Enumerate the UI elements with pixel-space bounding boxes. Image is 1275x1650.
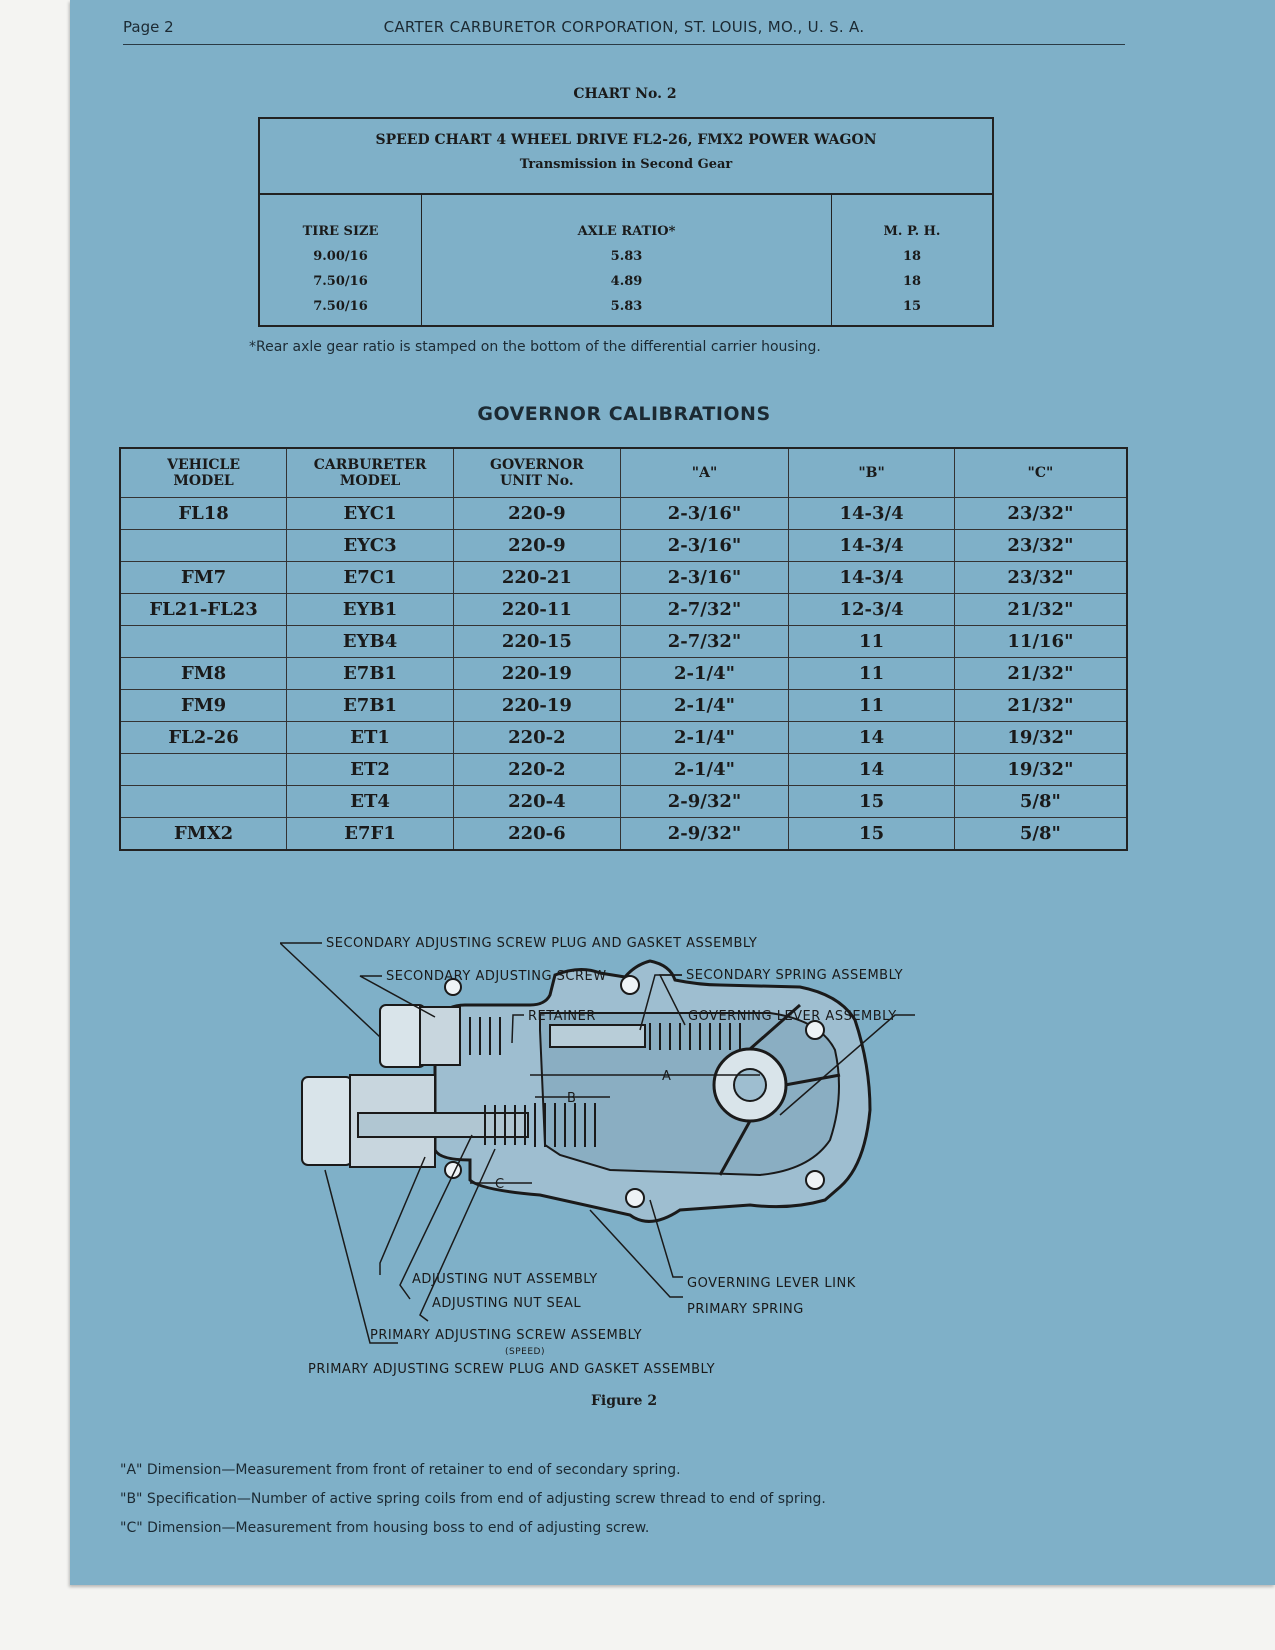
table-row	[120, 562, 1127, 594]
cell: 14	[789, 722, 955, 754]
cell: 220-9	[453, 530, 620, 562]
definition-c: "C" Dimension—Measurement from housing boss to end of adjusting screw.	[120, 1520, 650, 1536]
cell: 23/32"	[954, 562, 1127, 594]
company-name: CARTER CARBURETOR CORPORATION, ST. LOUIS, MO., U. S. A.	[383, 18, 865, 36]
header-dim-b: "B"	[789, 448, 955, 498]
cell: E7B1	[287, 690, 454, 722]
label-primary-spring: PRIMARY SPRING	[687, 1302, 804, 1317]
cell: 2-9/32"	[620, 818, 789, 851]
cell	[120, 530, 287, 562]
cell: E7B1	[287, 658, 454, 690]
cell: 220-6	[453, 818, 620, 851]
label-governing-lever: GOVERNING LEVER ASSEMBLY	[688, 1009, 897, 1024]
cell: EYB4	[287, 626, 454, 658]
governor-calibrations-title: GOVERNOR CALIBRATIONS	[477, 403, 771, 425]
cell: 19/32"	[954, 722, 1127, 754]
cell: 220-19	[453, 690, 620, 722]
cell: FL21-FL23	[120, 594, 287, 626]
dimension-a-label: A	[662, 1069, 672, 1084]
governor-assembly-diagram	[280, 925, 970, 1385]
cell: 220-15	[453, 626, 620, 658]
header-dim-c: "C"	[954, 448, 1127, 498]
cell: 7.50/16	[313, 299, 368, 314]
column-header: AXLE RATIO*	[577, 224, 676, 239]
cell: EYC3	[287, 530, 454, 562]
speed-chart-footnote: *Rear axle gear ratio is stamped on the bottom of the differential carrier housing.	[249, 339, 821, 355]
definition-a: "A" Dimension—Measurement from front of retainer to end of secondary spring.	[120, 1462, 681, 1478]
cell: 21/32"	[954, 690, 1127, 722]
cell	[120, 754, 287, 786]
speed-chart-title: SPEED CHART 4 WHEEL DRIVE FL2-26, FMX2 POWER WAGON	[375, 132, 877, 148]
secondary-plug	[380, 1005, 425, 1067]
table-row	[120, 690, 1127, 722]
cell: 14-3/4	[789, 530, 955, 562]
cell: 2-1/4"	[620, 722, 789, 754]
cell: 11	[789, 690, 955, 722]
cell: 14-3/4	[789, 498, 955, 530]
cell: 9.00/16	[313, 249, 368, 264]
cell: 15	[789, 818, 955, 851]
cell: 18	[902, 274, 922, 289]
cell: 220-2	[453, 754, 620, 786]
table-row	[120, 594, 1127, 626]
cell: 2-3/16"	[620, 498, 789, 530]
cell: 220-11	[453, 594, 620, 626]
cell: 220-19	[453, 658, 620, 690]
table-row	[120, 818, 1127, 851]
cell: 7.50/16	[313, 274, 368, 289]
lever-hub-center	[734, 1069, 766, 1101]
mph-column	[832, 219, 992, 319]
cell: 11	[789, 626, 955, 658]
column-header: M. P. H.	[883, 224, 941, 239]
primary-adjusting-screw	[358, 1113, 528, 1137]
chart-label: CHART No. 2	[573, 86, 677, 102]
cell: FMX2	[120, 818, 287, 851]
cell: 19/32"	[954, 754, 1127, 786]
cell: 15	[789, 786, 955, 818]
cell: 23/32"	[954, 498, 1127, 530]
dimension-b-label: B	[567, 1091, 577, 1106]
page-header	[123, 18, 1125, 45]
cell: 21/32"	[954, 658, 1127, 690]
column-header: TIRE SIZE	[302, 224, 379, 239]
header-dim-a: "A"	[620, 448, 789, 498]
figure-caption: Figure 2	[590, 1393, 658, 1409]
mount-hole	[626, 1189, 644, 1207]
label-adjusting-nut-seal: ADJUSTING NUT SEAL	[432, 1296, 582, 1311]
label-primary-screw-note: (SPEED)	[505, 1347, 545, 1357]
table-row	[120, 498, 1127, 530]
cell: 14-3/4	[789, 562, 955, 594]
cell: ET1	[287, 722, 454, 754]
label-lever-link: GOVERNING LEVER LINK	[687, 1276, 856, 1291]
label-secondary-plug: SECONDARY ADJUSTING SCREW PLUG AND GASKET ASSEMBLY	[326, 936, 758, 951]
cell: 18	[902, 249, 922, 264]
table-row	[120, 722, 1127, 754]
cell: FL18	[120, 498, 287, 530]
governor-calibrations-table	[119, 447, 1128, 851]
label-adjusting-nut: ADJUSTING NUT ASSEMBLY	[412, 1272, 598, 1287]
cell: 220-4	[453, 786, 620, 818]
table-row	[120, 658, 1127, 690]
table-row	[120, 530, 1127, 562]
header-carbureter-model: CARBURETER MODEL	[287, 448, 454, 498]
label-primary-plug: PRIMARY ADJUSTING SCREW PLUG AND GASKET ASSEMBLY	[308, 1362, 716, 1377]
definition-b: "B" Specification—Number of active spring coils from end of adjusting screw thread to end of spring.	[120, 1491, 826, 1507]
cell: ET2	[287, 754, 454, 786]
retainer	[550, 1025, 645, 1047]
label-secondary-spring: SECONDARY SPRING ASSEMBLY	[686, 968, 904, 983]
table-row	[120, 786, 1127, 818]
cell: 2-7/32"	[620, 626, 789, 658]
primary-plug	[302, 1077, 352, 1165]
cell: 23/32"	[954, 530, 1127, 562]
axle-ratio-column	[422, 219, 831, 319]
label-retainer: RETAINER	[528, 1009, 596, 1024]
cell: 4.89	[610, 274, 643, 289]
cell: 220-9	[453, 498, 620, 530]
cell: 11	[789, 658, 955, 690]
speed-chart-table	[258, 117, 994, 327]
cell	[120, 626, 287, 658]
cell: EYC1	[287, 498, 454, 530]
cell: 220-2	[453, 722, 620, 754]
cell: 5.83	[610, 299, 643, 314]
cell: FM8	[120, 658, 287, 690]
cell: 2-1/4"	[620, 690, 789, 722]
secondary-plug-body	[420, 1007, 460, 1065]
cell: 15	[902, 299, 922, 314]
header-vehicle-model: VEHICLE MODEL	[120, 448, 287, 498]
label-secondary-screw: SECONDARY ADJUSTING SCREW	[386, 969, 607, 984]
speed-chart-heading	[260, 119, 992, 195]
cell: EYB1	[287, 594, 454, 626]
cell: 5/8"	[954, 818, 1127, 851]
table-row	[120, 626, 1127, 658]
cell	[120, 786, 287, 818]
cell: E7C1	[287, 562, 454, 594]
cell: 220-21	[453, 562, 620, 594]
cell: E7F1	[287, 818, 454, 851]
table-header-row	[120, 448, 1127, 498]
cell: 2-7/32"	[620, 594, 789, 626]
mount-hole	[806, 1171, 824, 1189]
cell: 2-1/4"	[620, 658, 789, 690]
cell: FM9	[120, 690, 287, 722]
label-primary-screw: PRIMARY ADJUSTING SCREW ASSEMBLY	[370, 1328, 643, 1343]
speed-chart-subtitle: Transmission in Second Gear	[519, 157, 733, 172]
cell: 2-3/16"	[620, 530, 789, 562]
dimension-c-label: C	[495, 1177, 505, 1192]
cell: FL2-26	[120, 722, 287, 754]
mount-hole	[621, 976, 639, 994]
cell: 2-3/16"	[620, 562, 789, 594]
tire-size-column	[260, 219, 421, 319]
cell: 5.83	[610, 249, 643, 264]
cell: 5/8"	[954, 786, 1127, 818]
cell: ET4	[287, 786, 454, 818]
cell: 12-3/4	[789, 594, 955, 626]
header-governor-unit: GOVERNOR UNIT No.	[453, 448, 620, 498]
cell: FM7	[120, 562, 287, 594]
cell: 14	[789, 754, 955, 786]
cell: 2-1/4"	[620, 754, 789, 786]
cell: 2-9/32"	[620, 786, 789, 818]
cell: 21/32"	[954, 594, 1127, 626]
table-row	[120, 754, 1127, 786]
page-number: Page 2	[123, 18, 174, 36]
cell: 11/16"	[954, 626, 1127, 658]
